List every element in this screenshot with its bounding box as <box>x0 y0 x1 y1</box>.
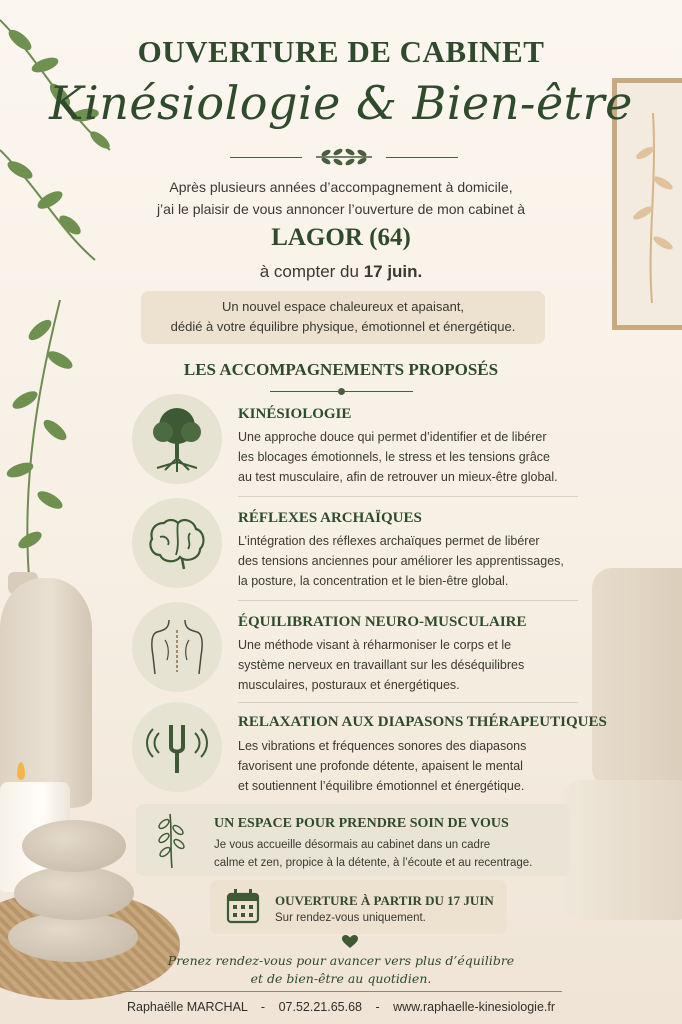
practitioner-name: Raphaëlle MARCHAL <box>126 1000 248 1014</box>
care-title: UN ESPACE POUR PRENDRE SOIN DE VOUS <box>214 816 509 831</box>
tree-icon <box>147 404 207 474</box>
footer-divider <box>120 991 562 992</box>
heart-icon <box>342 935 358 949</box>
service-separator <box>238 496 578 497</box>
pillow-back <box>592 568 682 788</box>
service-line: musculaires, posturaux et énergétiques. <box>238 678 460 692</box>
page-title: OUVERTURE DE CABINET <box>137 34 545 69</box>
service-icon-circle <box>132 498 222 588</box>
pillow-front <box>560 780 682 920</box>
city-name: LAGOR (64) <box>271 224 411 251</box>
services-divider-right <box>345 391 413 392</box>
stone-top <box>22 820 126 872</box>
service-line: au test musculaire, afin de retrouver un mieux-être global. <box>238 470 558 484</box>
website-link[interactable]: www.raphaelle-kinesiologie.fr <box>393 1000 556 1014</box>
service-icon-circle <box>132 394 222 484</box>
service-line: Une méthode visant à réharmoniser le corps et le <box>238 638 512 652</box>
services-divider-left <box>270 391 338 392</box>
service-description <box>238 531 588 591</box>
laurel-icon <box>312 146 376 168</box>
service-title: KINÉSIOLOGIE <box>238 406 352 422</box>
service-separator <box>238 702 578 703</box>
service-description <box>238 427 588 487</box>
tagline-line: et de bien-être au quotidien. <box>250 971 432 986</box>
separator: - <box>260 1000 266 1014</box>
start-date: 17 juin. <box>363 262 423 281</box>
divider-right <box>386 157 458 158</box>
banner-line-2: dédié à votre équilibre physique, émotionnel et énergétique. <box>170 319 516 334</box>
service-line: des tensions anciennes pour améliorer les apprentissages, <box>238 554 564 568</box>
sprig-icon <box>154 810 188 870</box>
separator: - <box>375 1000 380 1014</box>
service-line: L’intégration des réflexes archaïques permet de libérer <box>238 534 540 548</box>
service-separator <box>238 600 578 601</box>
divider-left <box>230 157 302 158</box>
contact-info <box>0 1000 682 1014</box>
intro-line-2: j’ai le plaisir de vous annoncer l’ouverture de mon cabinet à <box>156 201 526 217</box>
service-title: RELAXATION AUX DIAPASONS THÉRAPEUTIQUES <box>238 714 607 730</box>
services-divider-dot <box>338 388 345 395</box>
banner-line-1: Un nouvel espace chaleureux et apaisant, <box>221 299 465 314</box>
intro-banner <box>141 291 545 344</box>
back-icon <box>147 616 207 678</box>
service-icon-circle <box>132 602 222 692</box>
brain-icon <box>146 515 208 571</box>
start-date-line <box>0 262 682 282</box>
service-line: Une approche douce qui permet d’identifier et de libérer <box>238 430 547 444</box>
service-line: Les vibrations et fréquences sonores des diapasons <box>238 739 527 753</box>
intro-line-1: Après plusieurs années d’accompagnement à domicile, <box>169 179 513 195</box>
service-icon-circle <box>132 702 222 792</box>
tagline-line: Prenez rendez-vous pour avancer vers plus d’équilibre <box>167 953 515 968</box>
service-description <box>238 635 588 695</box>
stone-middle <box>14 866 134 920</box>
phone-number[interactable]: 07.52.21.65.68 <box>278 1000 362 1014</box>
care-line: calme et zen, propice à la détente, à l’écoute et au recentrage. <box>214 857 533 869</box>
services-title: LES ACCOMPAGNEMENTS PROPOSÉS <box>183 360 499 379</box>
vase <box>0 578 92 808</box>
opening-title: OUVERTURE À PARTIR DU 17 JUIN <box>275 893 494 908</box>
opening-subtitle: Sur rendez-vous uniquement. <box>275 912 426 924</box>
tuning-fork-icon <box>145 719 209 775</box>
care-line: Je vous accueille désormais au cabinet dans un cadre <box>214 839 491 851</box>
service-title: RÉFLEXES ARCHAÏQUES <box>238 510 422 526</box>
service-title: ÉQUILIBRATION NEURO-MUSCULAIRE <box>238 614 527 630</box>
candle-flame <box>17 762 25 780</box>
service-line: système nerveux en travaillant sur les déséquilibres <box>238 658 525 672</box>
service-line: et soutiennent l’équilibre émotionnel et énergétique. <box>238 779 525 793</box>
service-line: la posture, la concentration et le bien-être global. <box>238 574 509 588</box>
service-description <box>238 736 588 796</box>
intro-text <box>150 176 532 220</box>
service-line: les blocages émotionnels, le stress et les tensions grâce <box>238 450 550 464</box>
calendar-icon <box>226 888 260 924</box>
service-line: favorisent une profonde détente, apaisent le mental <box>238 759 523 773</box>
page-subtitle: Kinésiologie & Bien-être <box>49 76 633 130</box>
date-prefix: à compter du <box>259 262 359 281</box>
footer-tagline <box>150 952 532 988</box>
care-description <box>214 836 564 872</box>
